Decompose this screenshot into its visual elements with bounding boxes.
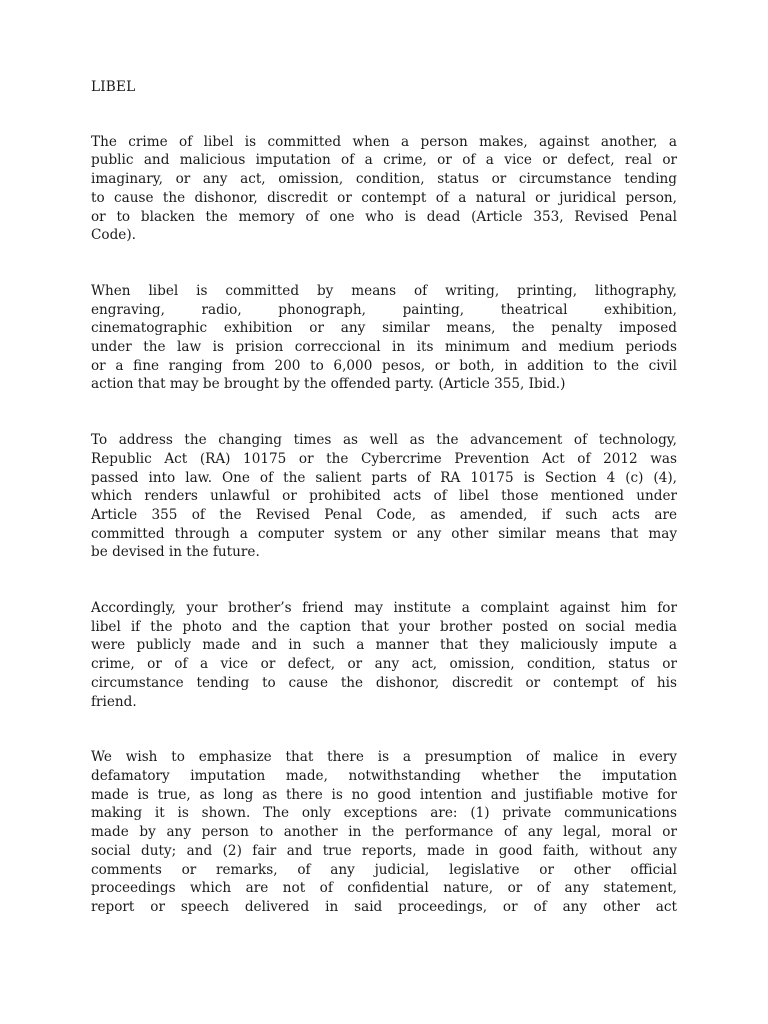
text-line: circumstance tending to cause the dishonor, discredit or contempt of his: [91, 674, 677, 691]
paragraph-presumption-of-malice: [91, 748, 677, 916]
text-line: crime, or of a vice or defect, or any act, omission, condition, status or: [91, 656, 677, 673]
text-line: libel if the photo and the caption that your brother posted on social media: [91, 618, 677, 635]
text-line: made by any person to another in the performance of any legal, moral or: [91, 824, 677, 841]
text-line: were publicly made and in such a manner that they maliciously impute a: [91, 637, 677, 654]
text-line: or a fine ranging from 200 to 6,000 pesos, or both, in addition to the civil: [91, 357, 677, 374]
document-title: LIBEL: [91, 79, 136, 95]
document-page: [91, 78, 677, 917]
paragraph-libel-penalty: [91, 282, 677, 394]
text-line: passed into law. One of the salient parts of RA 10175 is Section 4 (c) (4),: [91, 469, 677, 486]
text-line: Republic Act (RA) 10175 or the Cybercrime Prevention Act of 2012 was: [91, 450, 677, 467]
text-line: which renders unlawful or prohibited acts of libel those mentioned under: [91, 488, 677, 505]
text-line: Accordingly, your brother’s friend may institute a complaint against him for: [91, 600, 677, 617]
text-line: committed through a computer system or any other similar means that may: [91, 525, 677, 542]
text-line: public and malicious imputation of a crime, or of a vice or defect, real or: [91, 152, 677, 169]
text-line: friend.: [91, 693, 137, 710]
text-line: defamatory imputation made, notwithstanding whether the imputation: [91, 767, 677, 784]
paragraph-cybercrime-act: [91, 431, 677, 562]
text-line: or to blacken the memory of one who is dead (Article 353, Revised Penal: [91, 208, 677, 225]
text-line: social duty; and (2) fair and true reports, made in good faith, without any: [91, 842, 677, 859]
text-line: be devised in the future.: [91, 544, 260, 561]
text-line: The crime of libel is committed when a person makes, against another, a: [91, 133, 677, 150]
paragraph-complaint: [91, 599, 677, 711]
text-line: engraving, radio, phonograph, painting, theatrical exhibition,: [91, 301, 677, 318]
text-line: under the law is prision correccional in its minimum and medium periods: [91, 339, 677, 356]
text-line: Code).: [91, 227, 136, 244]
text-line: proceedings which are not of confidential nature, or of any statement,: [91, 880, 677, 897]
text-line: made is true, as long as there is no good intention and justifiable motive for: [91, 786, 677, 803]
text-line: to cause the dishonor, discredit or contempt of a natural or juridical person,: [91, 189, 677, 206]
text-line: cinematographic exhibition or any similar means, the penalty imposed: [91, 320, 677, 337]
text-line: comments or remarks, of any judicial, legislative or other official: [91, 861, 677, 878]
text-line: Article 355 of the Revised Penal Code, as amended, if such acts are: [91, 506, 677, 523]
text-line: making it is shown. The only exceptions are: (1) private communications: [91, 805, 677, 822]
text-line: imaginary, or any act, omission, condition, status or circumstance tending: [91, 171, 677, 188]
text-line: When libel is committed by means of writing, printing, lithography,: [91, 282, 677, 299]
text-line: action that may be brought by the offended party. (Article 355, Ibid.): [91, 376, 566, 393]
text-line: We wish to emphasize that there is a presumption of malice in every: [91, 749, 677, 766]
paragraph-libel-definition: [91, 133, 677, 245]
text-line: report or speech delivered in said proceedings, or of any other act: [91, 898, 677, 915]
text-line: To address the changing times as well as the advancement of technology,: [91, 432, 677, 449]
